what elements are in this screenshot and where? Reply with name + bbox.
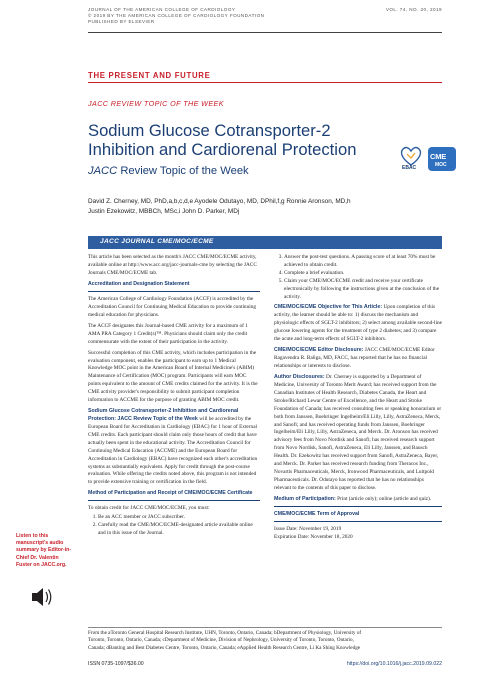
article-subtitle xyxy=(88,165,249,177)
author-disclosure-label: Author Disclosures: xyxy=(274,374,325,381)
audio-summary-note[interactable]: Listen to this manuscript's audio summary by Editor-in-Chief Dr. Valentin Fuster on JACC.org. xyxy=(16,533,72,568)
author-disclosures xyxy=(274,374,442,493)
medium-text: Print (article only); online (article and quiz). xyxy=(335,495,432,502)
affiliations xyxy=(88,630,448,652)
volume-info: VOL. 74, NO. 20, 2019 xyxy=(385,7,442,12)
objective-label: CME/MOC/ECME Objective for This Article: xyxy=(274,304,383,311)
ebac-badge xyxy=(397,143,425,173)
issn: ISSN 0735-1097/$36.00 xyxy=(88,661,144,667)
moc-label: MOC xyxy=(435,162,447,168)
cme-label: CME xyxy=(430,152,447,161)
method-step-1: 1. Be an ACC member or JACC subscriber. xyxy=(98,514,260,522)
copyright-line: © 2019 BY THE AMERICAN COLLEGE OF CARDIOLOGY FOUNDATION xyxy=(88,13,265,19)
article-title xyxy=(88,121,418,159)
right-column xyxy=(274,254,442,541)
journal-name: JOURNAL OF THE AMERICAN COLLEGE OF CARDIOLOGY xyxy=(88,7,236,12)
accreditation-p2: The ACCF designates this Journal-based CME activity for a maximum of 1 AMA PRA Category 1 Credit(s)™. Physicians should claim only the credit commensurate with the extent of their participation in the activity. xyxy=(88,322,248,345)
audio-icon[interactable] xyxy=(28,582,56,612)
method-heading: Method of Participation and Receipt of CME/MOC/ECME Certificate xyxy=(88,490,260,501)
sglt-paragraph xyxy=(88,408,260,487)
medium-paragraph xyxy=(274,496,442,507)
publisher-line: PUBLISHED BY ELSEVIER xyxy=(88,19,155,25)
header-rule xyxy=(88,32,442,33)
expiration-date: Expiration Date: November 18, 2020 xyxy=(274,533,353,540)
accreditation-p3: Successful completion of this CME activity, which includes participation in the evaluation component, enables the participant to earn up to 1 Medical Knowledge MOC point in the American Board of Internal Medicine's (ABIM) Maintenance of Certification (MOC) program. Participants will earn MOC points equivalent to the amount of CME credits claimed for the activity. It is the CME activity provider's responsibility to submit participant completion information to ACCME for the purpose of granting ABIM MOC credit. xyxy=(88,349,258,404)
affiliation-line-1: From the aToronto General Hospital Research Institute, UHN, Toronto, Ontario, Canada; bDepartment of Physiology, University of xyxy=(88,630,362,636)
affiliation-line-2: Toronto, Toronto, Ontario, Canada; cDepartment of Medicine, Division of Nephrology, University of Toronto, Toronto, Ontario, xyxy=(88,637,354,644)
audio-icon-graphic xyxy=(28,582,56,612)
method-steps-right xyxy=(274,254,442,301)
author-line-1: David Z. Cherney, MD, PhD,a,b,c,d,e Ayodele Odutayo, MD, DPhil,f,g Ronnie Aronson, MD,h xyxy=(88,198,351,205)
method-step-3: 3. Answer the post-test questions. A passing score of at least 70% must be achieved to obtain credit. xyxy=(284,254,442,270)
section-label: THE PRESENT AND FUTURE xyxy=(88,71,211,80)
sglt-body: will be accredited by the European Board for Accreditation in Cardiology (EBAC) for 1 hour of External CME credits. Each participant should claim only those hours of credit that have actually been spent in the educational activity. The Accreditation Council for Continuing Medical Education (ACCME) and the European Board for Accreditation in Cardiology (EBAC) have recognized each other's accreditation systems as substantially equivalent. Apply for credit through the post-course evaluation. While offering the credits noted above, this program is not intended to provide extensive training or certification in the field. xyxy=(88,416,258,486)
method-intro: To obtain credit for JACC CME/MOC/ECME, you must: xyxy=(88,505,210,512)
title-line-1: Sodium Glucose Cotransporter-2 xyxy=(88,121,331,140)
method-step-4: 4. Complete a brief evaluation. xyxy=(284,270,442,278)
sglt-heading: Sodium Glucose Cotransporter-2 Inhibition and Cardiorenal Protection: JACC Review Topic of the Week xyxy=(88,408,239,423)
subtitle-rest: Review Topic of the Week xyxy=(117,165,249,177)
editor-disclosure xyxy=(274,347,442,371)
term-heading: CME/MOC/ECME Term of Approval xyxy=(274,511,442,522)
method-steps-left xyxy=(88,514,260,538)
medium-label: Medium of Participation: xyxy=(274,495,336,502)
title-line-2: Inhibition and Cardiorenal Protection xyxy=(88,140,357,159)
editor-text: JACC CME/MOC/ECME Editor Ragavendra R. Baliga, MD, FACC, has reported that he has no financial relationships or interests to disclose. xyxy=(274,347,435,369)
left-column xyxy=(88,254,260,538)
subtitle-jacc: JACC xyxy=(88,165,118,177)
objective-text: Upon completion of this activity, the learner should be able to: 1) discuss the mechanism and physiologic effects of SGLT-2 inhibitors; 2) select among available second-line glucose lowering agents for the treatment of type 2 diabetes; and 3) compare the acute and long-term effects of SGLT-2 inhibitors. xyxy=(274,304,442,343)
journal-header xyxy=(88,7,264,26)
author-list xyxy=(88,197,442,217)
accreditation-p1: The American College of Cardiology Foundation (ACCF) is accredited by the Accreditation Council for Continuing Medical Education to provide continuing medical education for physicians. xyxy=(88,295,256,318)
method-step-5: 5. Claim your CME/MOC/ECME credit and receive your certificate electronically by following the instructions given at the conclusion of the activity. xyxy=(284,278,442,302)
issue-date: Issue Date: November 19, 2019 xyxy=(274,525,342,532)
accreditation-heading: Accreditation and Designation Statement xyxy=(88,281,260,292)
footer-rule xyxy=(88,627,442,628)
cme-band xyxy=(88,236,442,249)
cme-moc-badge xyxy=(428,145,458,173)
author-disclosure-text: Dr. Cherney is supported by a Department of Medicine, University of Toronto Merit Award; has received support from the Canadian Institutes of Health Research, Diabetes Canada, the Heart and Stroke/Richard Lewar Centre of Excellence, and the Heart and Stroke Foundation of Canada; has received consulting fees or speaking honorarium or both from Janssen, Boehringer Ingelheim/Eli Lilly, Lilly, AstraZeneca, Merck, and Sanofi; and has received operating funds from Janssen, Boehringer Ingelheim/Eli Lilly, Lilly, AstraZeneca, and Merck. Dr. Aronson has received advisory fees from Novo Nordisk and Sanofi; has received research support from Novo Nordisk, Sanofi, AstraZeneca, Eli Lilly, Janssen, and Bausch Health. Dr. Ezekowitz has received support from Sanofi, AstraZeneca, Bayer, and Merck. Dr. Parker has received research funding from Theracos Inc., Novartis Pharmaceuticals, Merck, Ironwood Pharmaceuticals, and Luitpold Pharmaceuticals. Dr. Odutayo has reported that he has no relationships relevant to the contents of this paper to disclose. xyxy=(274,374,442,491)
review-label: JACC REVIEW TOPIC OF THE WEEK xyxy=(88,99,224,108)
doi-link[interactable]: https://doi.org/10.1016/j.jacc.2019.09.022 xyxy=(346,661,442,667)
author-line-2: Justin Ezekowitz, MBBCh, MSc,i John D. Parker, MDj xyxy=(88,208,240,215)
intro-paragraph: This article has been selected as the month's JACC CME/MOC/ECME activity, available online at http://www.acc.org/jacc-journals-cme by selecting the JACC Journals CME/MOC/ECME tab. xyxy=(88,254,257,276)
method-step-2: 2. Carefully read the CME/MOC/ECME-designated article available online and in this issue of the Journal. xyxy=(98,522,260,538)
ebac-label: EBAC xyxy=(402,165,417,171)
affiliation-line-3: Canada; dBanting and Best Diabetes Centre, Toronto, Ontario, Canada; eApplied Health Research Centre, Li Ka Shing Knowledge xyxy=(88,644,361,651)
objective-paragraph xyxy=(274,304,442,344)
editor-label: CME/MOC/ECME Editor Disclosure: xyxy=(274,347,364,354)
section-rule xyxy=(88,82,442,83)
cme-band-label: JACC JOURNAL CME/MOC/ECME xyxy=(100,238,214,245)
